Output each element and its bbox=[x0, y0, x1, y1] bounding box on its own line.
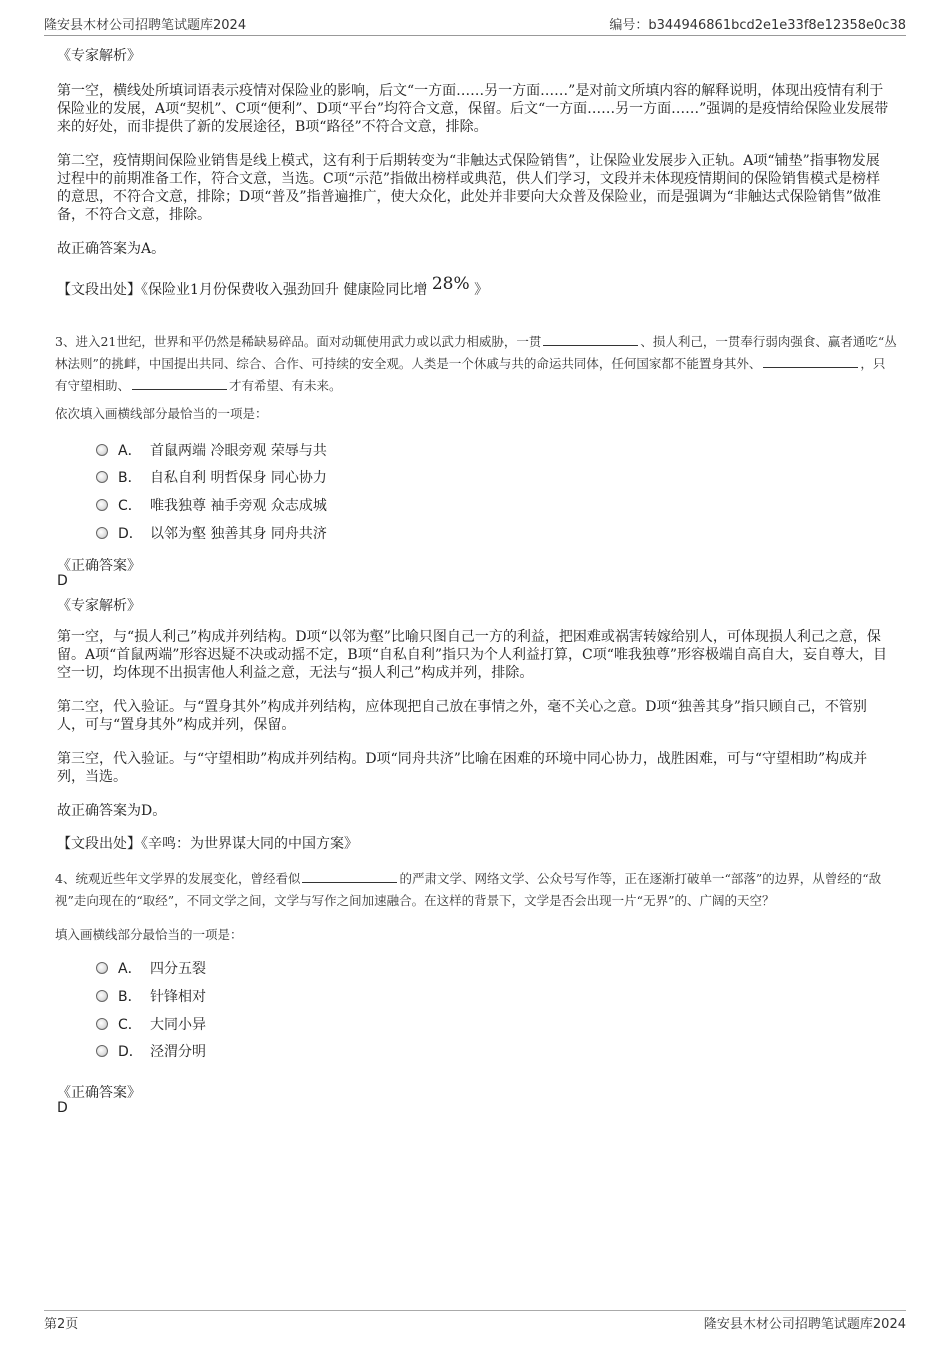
q2-expert-title: 《专家解析》 bbox=[57, 48, 141, 64]
q3-source: 【文段出处】《辛鸣：为世界谋大同的中国方案》 bbox=[57, 836, 358, 852]
option-letter: A． bbox=[118, 961, 142, 977]
option-text: 首鼠两端 冷眼旁观 荣辱与共 bbox=[150, 443, 327, 459]
q3-stem-part: 才有希望、有未来。 bbox=[229, 378, 342, 393]
q2-analysis-p2: 第二空，疫情期间保险业销售是线上模式，这有利于后期转变为“非触达式保险销售”，让保险业发展步入正轨。A项“铺垫”指事物发展过程中的前期准备工作，符合文意，当选。C项“示范”指做出榜样或典范，供人们学习，文段并未体现疫情期间的保险销售模式是榜样的意思，不符合文意，排除；D项“普及”指普遍推广，使大众化，此处并非要向大众普及保险业，而是强调为“非触达式保险销售”做准备，不符合文意，排除。 bbox=[57, 153, 881, 223]
q4-option-d[interactable] bbox=[96, 1042, 206, 1062]
option-letter: C． bbox=[118, 1017, 142, 1033]
q3-stem-part: 、损人利己，一贯奉行弱肉强食、赢者通吃“丛林法则”的挑衅，中国提出共同、综合、合作、可持续的安全观。人类是一个休戚与共的命运共同体，任何国家都不能置身其外、 bbox=[55, 334, 897, 371]
q3-option-a[interactable] bbox=[96, 441, 327, 461]
option-letter: C． bbox=[118, 498, 142, 514]
header-divider bbox=[44, 35, 906, 36]
option-letter: B． bbox=[118, 470, 142, 486]
q3-stem-part: ，只有守望相助、 bbox=[55, 356, 886, 393]
q4-stem-part: 4、统观近些年文学界的发展变化，曾经看似 bbox=[55, 871, 301, 886]
q3-stem-part: 3、进入21世纪，世界和平仍然是稀缺易碎品。面对动辄使用武力或以武力相威胁，一贯 bbox=[55, 334, 542, 349]
radio-icon[interactable] bbox=[96, 471, 108, 483]
option-text: 针锋相对 bbox=[150, 989, 206, 1005]
q3-conclusion: 故正确答案为D。 bbox=[57, 803, 167, 819]
option-text: 以邻为壑 独善其身 同舟共济 bbox=[150, 526, 327, 542]
q3-stem bbox=[55, 331, 897, 397]
q3-answer-title: 《正确答案》 bbox=[57, 558, 141, 574]
q4-answer: D bbox=[57, 1100, 68, 1116]
option-letter: D． bbox=[118, 1044, 143, 1060]
header-doc-id: 编号：b344946861bcd2e1e33f8e12358e0c38 bbox=[609, 18, 906, 33]
q4-stem-part: 的严肃文学、网络文学、公众号写作等，正在逐渐打破单一“部落”的边界，从曾经的“敌视”走向现在的“取经”，不同文学之间，文学与写作之间加速融合。在这样的背景下，文学是否会出现一片“无界”的、广阔的天空？ bbox=[55, 871, 882, 908]
q3-instruction: 依次填入画横线部分最恰当的一项是： bbox=[55, 406, 268, 421]
option-text: 自私自利 明哲保身 同心协力 bbox=[150, 470, 327, 486]
q2-source-end: 》 bbox=[474, 282, 489, 298]
q4-option-c[interactable] bbox=[96, 1015, 206, 1035]
q4-instruction: 填入画横线部分最恰当的一项是： bbox=[55, 927, 243, 942]
q3-option-c[interactable] bbox=[96, 496, 327, 516]
q3-blank-3 bbox=[132, 376, 227, 390]
q3-expert-title: 《专家解析》 bbox=[57, 598, 141, 614]
radio-icon[interactable] bbox=[96, 1045, 108, 1057]
page-number: 第2页 bbox=[44, 1317, 79, 1332]
q3-option-b[interactable] bbox=[96, 468, 327, 488]
q4-answer-title: 《正确答案》 bbox=[57, 1085, 141, 1101]
q2-source bbox=[57, 274, 893, 299]
footer-divider bbox=[44, 1310, 906, 1311]
radio-icon[interactable] bbox=[96, 990, 108, 1002]
radio-icon[interactable] bbox=[96, 444, 108, 456]
option-text: 唯我独尊 袖手旁观 众志成城 bbox=[150, 498, 327, 514]
q3-analysis-p3: 第三空，代入验证。与“守望相助”构成并列结构。D项“同舟共济”比喻在困难的环境中同心协力，战胜困难，可与“守望相助”构成并列，当选。 bbox=[57, 751, 868, 785]
option-text: 泾渭分明 bbox=[150, 1044, 206, 1060]
page-header bbox=[44, 14, 906, 34]
option-text: 四分五裂 bbox=[150, 961, 206, 977]
option-letter: A． bbox=[118, 443, 142, 459]
option-letter: B． bbox=[118, 989, 142, 1005]
q3-blank-1 bbox=[543, 332, 638, 346]
radio-icon[interactable] bbox=[96, 1018, 108, 1030]
option-letter: D． bbox=[118, 526, 143, 542]
radio-icon[interactable] bbox=[96, 527, 108, 539]
q3-blank-2 bbox=[763, 354, 858, 368]
header-title: 隆安县木材公司招聘笔试题库2024 bbox=[44, 18, 247, 33]
q3-analysis-p2: 第二空，代入验证。与“置身其外”构成并列结构，应体现把自己放在事情之外，毫不关心之意。D项“独善其身”指只顾自己，不管别人，可与“置身其外”构成并列，保留。 bbox=[57, 699, 867, 733]
page-footer bbox=[44, 1313, 906, 1333]
option-text: 大同小异 bbox=[150, 1017, 206, 1033]
q2-source-percent: 28% bbox=[431, 274, 470, 294]
q2-conclusion: 故正确答案为A。 bbox=[57, 241, 166, 257]
q3-analysis-p1: 第一空，与“损人利己”构成并列结构。D项“以邻为壑”比喻只图自己一方的利益，把困难或祸害转嫁给别人，可体现损人利己之意，保留。A项“首鼠两端”形容迟疑不决或动摇不定，B项“自私自利”指只为个人利益打算，C项“唯我独尊”形容极端自高自大，妄自尊大，目空一切，均体现不出损害他人利益之意，无法与“损人利己”构成并列，排除。 bbox=[57, 629, 888, 681]
q2-source-text: 【文段出处】《保险业1月份保费收入强劲回升 健康险同比增 bbox=[57, 282, 428, 298]
q3-option-d[interactable] bbox=[96, 524, 327, 544]
q4-option-b[interactable] bbox=[96, 987, 206, 1007]
q4-option-a[interactable] bbox=[96, 959, 206, 979]
q2-analysis-p1: 第一空，横线处所填词语表示疫情对保险业的影响，后文“一方面……另一方面……”是对前文所填内容的解释说明，体现出疫情有利于保险业的发展，A项“契机”、C项“便利”、D项“平台”均符合文意，保留。后文“一方面……另一方面……”强调的是疫情给保险业发展带来的好处，而非提供了新的发展途径，B项“路径”不符合文意，排除。 bbox=[57, 83, 889, 135]
radio-icon[interactable] bbox=[96, 499, 108, 511]
q4-stem bbox=[55, 868, 897, 912]
q3-answer: D bbox=[57, 573, 68, 589]
q4-blank-1 bbox=[302, 869, 397, 883]
footer-title: 隆安县木材公司招聘笔试题库2024 bbox=[703, 1317, 906, 1332]
radio-icon[interactable] bbox=[96, 962, 108, 974]
